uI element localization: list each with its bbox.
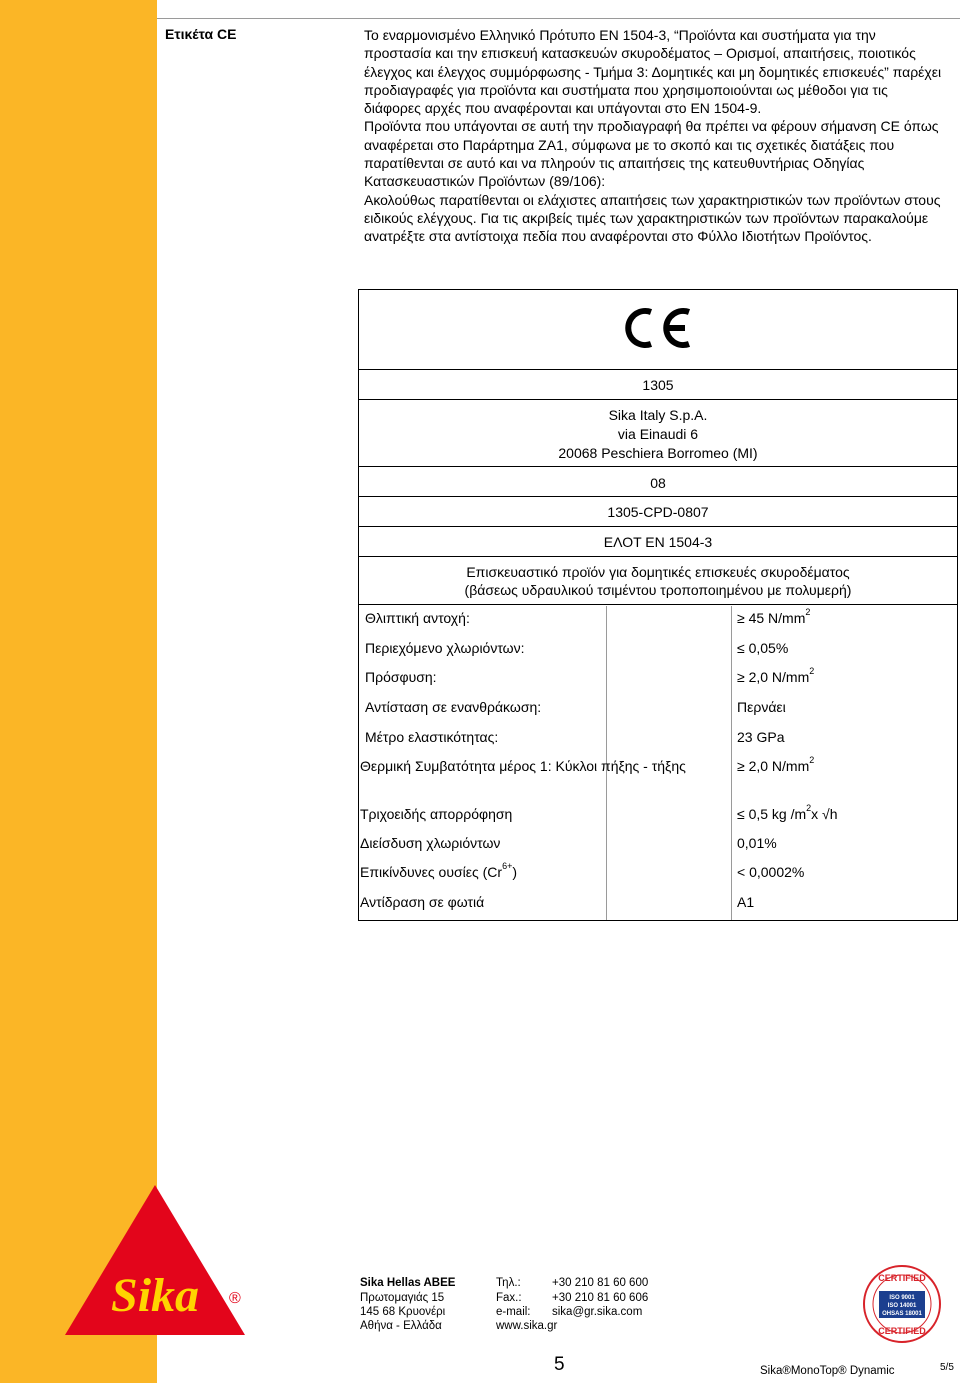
yellow-side-bar: [0, 0, 157, 1383]
divider: [359, 556, 957, 557]
year-of-marking: 08: [650, 475, 666, 491]
property-label: Επικίνδυνες ουσίες $(Cr^{6+})$: [360, 861, 517, 880]
standard-reference: ΕΛΟΤ ΕΝ 1504-3: [603, 534, 713, 550]
sika-logo-text: Sika: [111, 1269, 200, 1322]
property-label: Τριχοειδής απορρόφηση: [360, 806, 513, 822]
property-value: ≥ 2,0 $N/mm^2$: [737, 755, 815, 774]
property-label: Περιεχόμενο χλωριόντων:: [365, 640, 525, 656]
property-label: Θλιπτική αντοχή:: [365, 610, 470, 626]
cert-top-text: CERTIFIED: [878, 1273, 926, 1283]
manufacturer-city: 20068 Peschiera Borromeo (MI): [558, 445, 758, 461]
property-label: Θερμική Συμβατότητα μέρος 1: Κύκλοι πήξης - τήξης: [360, 758, 686, 774]
certification-badge: [862, 1264, 942, 1344]
property-value: ≥ 45 $N/mm^2$: [737, 607, 811, 626]
contact-label: e-mail:: [496, 1306, 531, 1318]
cert-iso-14001: ISO 14001: [887, 1303, 917, 1309]
property-label: Αντίδραση σε φωτιά: [360, 894, 485, 910]
cert-ohsas-18001: OHSAS 18001: [882, 1311, 922, 1317]
property-value: Περνάει: [737, 699, 786, 715]
property-value: ≤ 0,05%: [737, 640, 789, 656]
page-number: 5: [554, 1354, 565, 1375]
product-description-1: Επισκευαστικό προϊόν για δομητικές επισκευές σκυροδέματος: [466, 564, 850, 580]
registered-mark: ®: [229, 1290, 241, 1307]
property-value: 0,01%: [737, 835, 777, 851]
intro-paragraph-3: Ακολούθως παρατίθενται οι ελάχιστες απαιτήσεις των χαρακτηριστικών των προϊόντων στους ειδικούς ελέγχους. Για τις ακριβείς τιμές των χαρακτηριστικών των προϊόντων παρακαλούμε ανατρέξτε στα αντίστοιχα πεδία που αναφέρονται στο Φύλλο Ιδιοτήτων Προϊόντος.: [364, 191, 941, 245]
intro-paragraph-2: Προϊόντα που υπάγονται σε αυτή την προδιαγραφή θα πρέπει να φέρουν σήμανση CE όπως αναφέρεται στο Παράρτημα ΖΑ1, σύμφωνα με το σκοπό και τις σχετικές διατάξεις που παρατίθενται σε αυτό και να πληρούν τις απαιτήσεις της κατευθυντήριας Οδηγίας Κατασκευαστικών Προϊόντων (89/106):: [364, 118, 939, 190]
contact-value: +30 210 81 60 600: [552, 1277, 649, 1289]
cert-iso-9001: ISO 9001: [889, 1295, 915, 1301]
property-value: ≥ 2,0 $N/mm^2$: [737, 666, 815, 685]
address-line: Αθήνα - Ελλάδα: [360, 1320, 442, 1332]
website-link[interactable]: www.sika.gr: [496, 1320, 558, 1332]
property-value: 23 GPa: [737, 729, 785, 745]
divider: [359, 604, 957, 605]
address-line: Πρωτομαγιάς 15: [360, 1292, 445, 1304]
address-line: 145 68 Κρυονέρι: [360, 1306, 446, 1318]
property-label: Μέτρο ελαστικότητας:: [365, 729, 499, 745]
sika-logo: [65, 1185, 245, 1335]
section-title: Ετικέτα CE: [165, 26, 237, 42]
manufacturer-street: via Einaudi 6: [617, 426, 699, 442]
property-value: < 0,0002%: [737, 864, 805, 880]
top-rule: [157, 18, 960, 19]
intro-paragraph-1: Το εναρμονισμένο Ελληνικό Πρότυπο ΕΝ 1504-3, “Προϊόντα και συστήματα για την προστασία και την επισκευή κατασκευών σκυροδέματος – Ορισμοί, απαιτήσεις, ποιοτικός έλεγχος και έλεγχος συμμόρφωσης - Τμήμα 3: Δομητικές και μη δομητικές επισκευές” παρέχει προδιαγραφές για προϊόντα και συστήματα που χρησιμοποιούνται ως μέθοδοι για τις διάφορες αρχές που αναφέρονται και υπάγονται στο ΕΝ 1504-9.: [364, 27, 942, 117]
divider: [359, 399, 957, 400]
cert-bottom-text: CERTIFIED: [878, 1326, 926, 1336]
property-label: Διείσδυση χλωριόντων: [360, 835, 501, 851]
page-count: 5/5: [940, 1362, 954, 1373]
contact-value: +30 210 81 60 606: [552, 1292, 649, 1304]
ce-mark-icon: [621, 306, 697, 350]
property-label: Αντίσταση σε ενανθράκωση:: [365, 699, 542, 715]
divider: [359, 369, 957, 370]
company-name: Sika Hellas ABEE: [360, 1277, 456, 1289]
contact-label: Fax.:: [496, 1292, 522, 1304]
certificate-number: 1305-CPD-0807: [607, 504, 709, 520]
notified-body-number: 1305: [642, 377, 674, 393]
divider: [359, 466, 957, 467]
manufacturer-name: Sika Italy S.p.A.: [608, 407, 708, 423]
divider: [359, 496, 957, 497]
contact-label: Τηλ.:: [496, 1277, 521, 1289]
property-label: Πρόσφυση:: [365, 669, 437, 685]
property-value: ≤ 0,5 kg $/m^2x$ √h: [737, 803, 838, 822]
product-name: Sika®MonoTop® Dynamic: [760, 1365, 895, 1377]
divider: [359, 526, 957, 527]
product-description-2: (βάσεως υδραυλικού τσιμέντου τροποποιημένου με πολυμερή): [464, 582, 852, 598]
property-value: A1: [737, 894, 755, 910]
ce-label-box: [358, 289, 958, 921]
grid-line: [731, 606, 732, 920]
intro-text: [364, 26, 946, 246]
email-link[interactable]: sika@gr.sika.com: [552, 1306, 643, 1318]
